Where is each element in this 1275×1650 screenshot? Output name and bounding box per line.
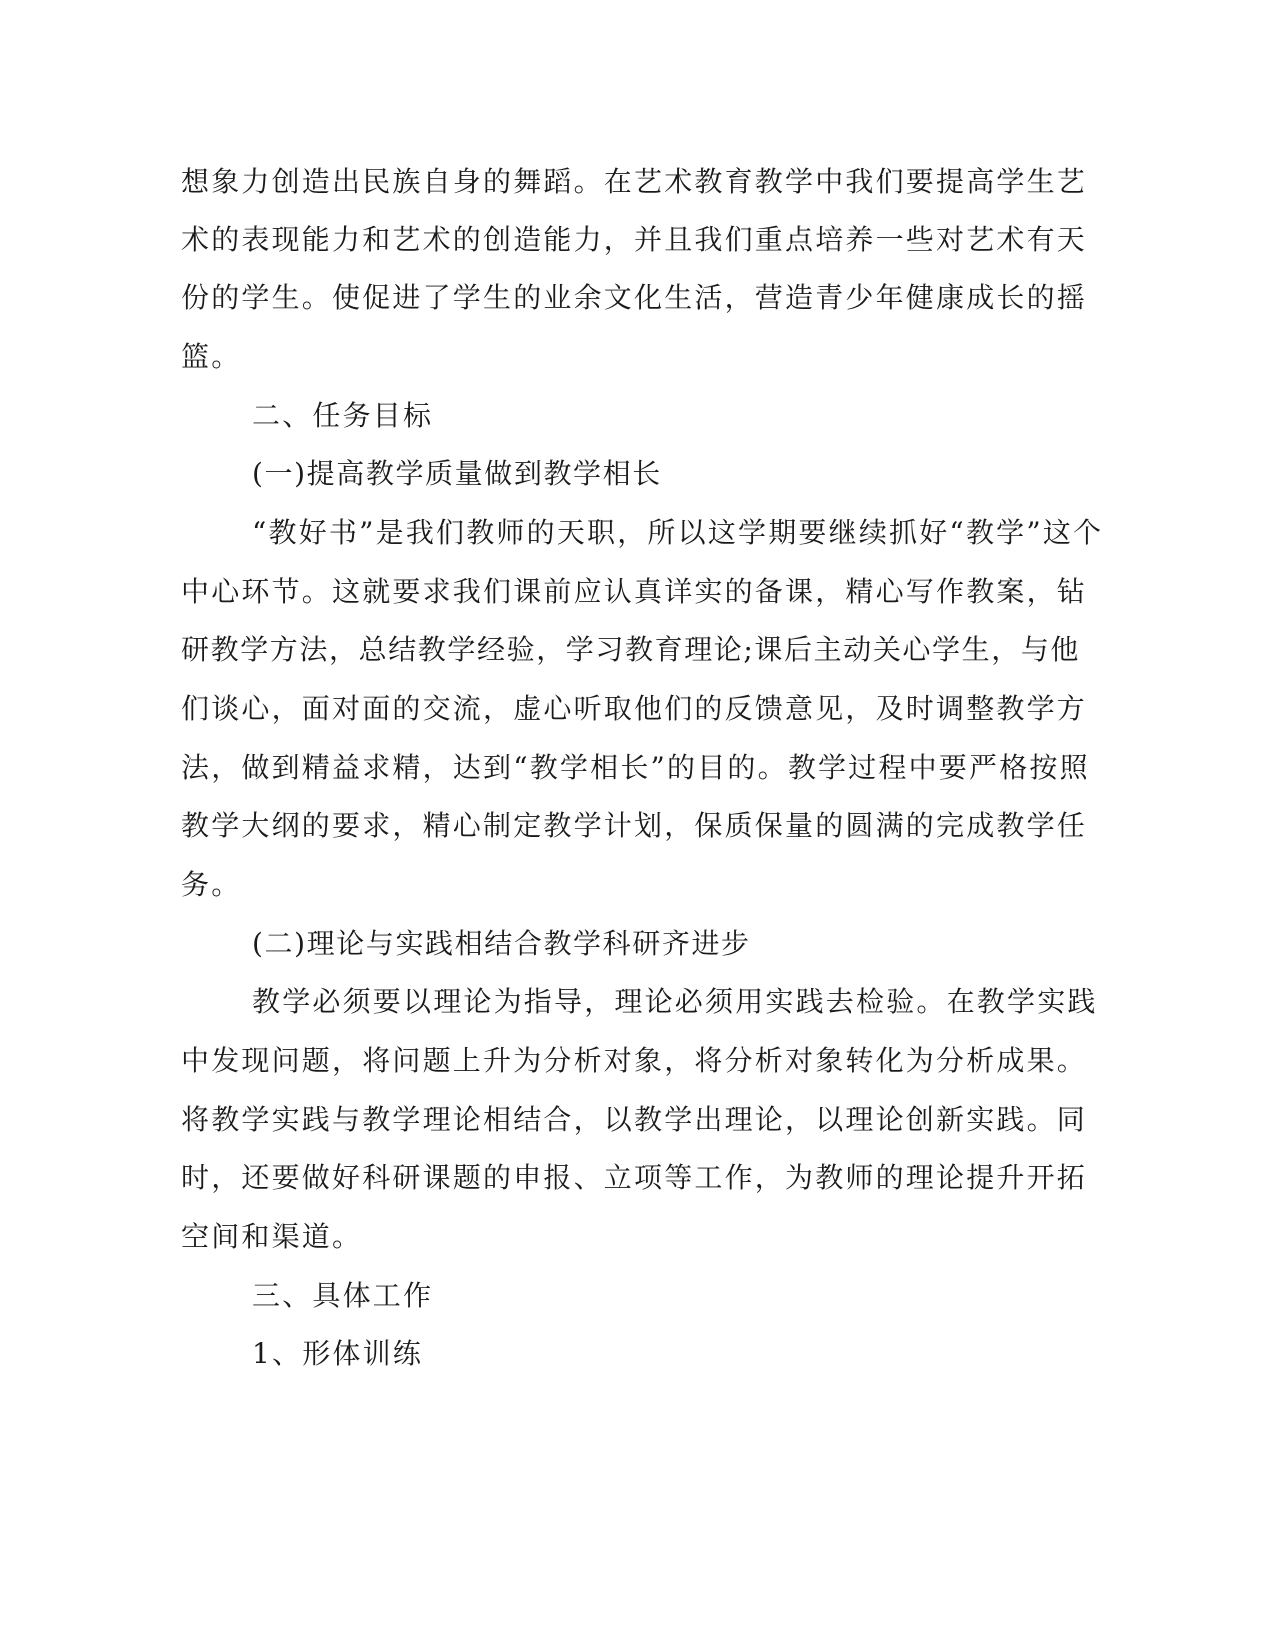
paragraph-3-line-2: 中发现问题，将问题上升为分析对象，将分析对象转化为分析成果。 [181, 1044, 1088, 1077]
paragraph-1-line-4: 篮。 [181, 340, 242, 373]
paragraph-2-line-7: 务。 [181, 868, 242, 901]
subheading-theory-practice: (二)理论与实践相结合教学科研齐进步 [252, 927, 751, 960]
paragraph-3-line-1: 教学必须要以理论为指导，理论必须用实践去检验。在教学实践 [252, 985, 1098, 1018]
paragraph-3-line-5: 空间和渠道。 [181, 1220, 363, 1253]
paragraph-2-line-4: 们谈心，面对面的交流，虚心听取他们的反馈意见，及时调整教学方 [181, 692, 1088, 725]
subheading-teaching-quality: (一)提高教学质量做到教学相长 [252, 457, 662, 490]
paragraph-1-line-3: 份的学生。使促进了学生的业余文化生活，营造青少年健康成长的摇 [181, 281, 1088, 314]
paragraph-3-line-4: 时，还要做好科研课题的申报、立项等工作，为教师的理论提升开拓 [181, 1161, 1088, 1194]
section-heading-tasks: 二、任务目标 [252, 399, 434, 432]
paragraph-2-line-1: “教好书”是我们教师的天职，所以这学期要继续抓好“教学”这个 [252, 516, 1104, 549]
paragraph-2-line-2: 中心环节。这就要求我们课前应认真详实的备课，精心写作教案，钻 [181, 575, 1088, 608]
paragraph-3-line-3: 将教学实践与教学理论相结合，以教学出理论，以理论创新实践。同 [181, 1103, 1088, 1136]
subheading-body-training: 1、形体训练 [252, 1337, 424, 1370]
paragraph-1-line-1: 想象力创造出民族自身的舞蹈。在艺术教育教学中我们要提高学生艺 [181, 165, 1088, 198]
section-heading-specific-work: 三、具体工作 [252, 1279, 434, 1312]
paragraph-1-line-2: 术的表现能力和艺术的创造能力，并且我们重点培养一些对艺术有天 [181, 223, 1088, 256]
paragraph-2-line-5: 法，做到精益求精，达到“教学相长”的目的。教学过程中要严格按照 [181, 751, 1090, 784]
paragraph-2-line-3: 研教学方法，总结教学经验，学习教育理论;课后主动关心学生，与他 [181, 633, 1081, 666]
paragraph-2-line-6: 教学大纲的要求，精心制定教学计划，保质保量的圆满的完成教学任 [181, 809, 1088, 842]
